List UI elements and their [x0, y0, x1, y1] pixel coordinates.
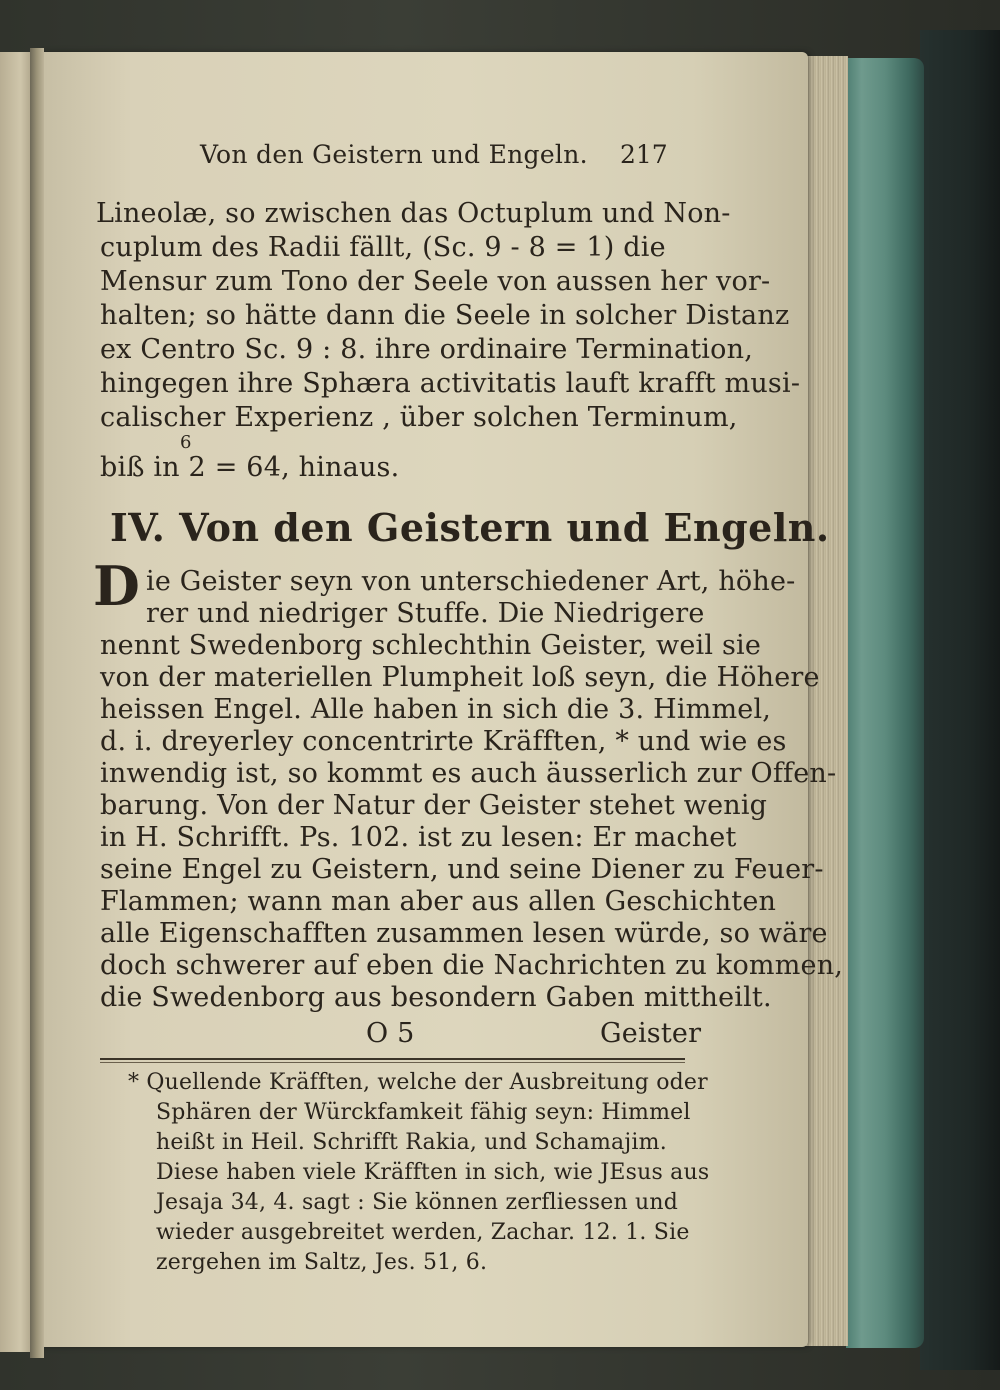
- previous-page: [0, 52, 34, 1352]
- book-gutter: [30, 48, 44, 1358]
- footnote-line-7: zergehen im Saltz, Jes. 51, 6.: [156, 1250, 488, 1275]
- top-line-5: ex Centro Sc. 9 : 8. ihre ordinaire Termination,: [100, 334, 753, 365]
- drop-cap: D: [93, 554, 140, 618]
- section-line-1: ie Geister seyn von unterschiedener Art, höhe-: [146, 566, 796, 597]
- section-line-3: nennt Swedenborg schlechthin Geister, weil sie: [100, 630, 762, 661]
- top-line-2: cuplum des Radii fällt, (Sc. 9 - 8 = 1) die: [100, 232, 666, 263]
- section-line-7: inwendig ist, so kommt es auch äusserlich zur Offen-: [100, 758, 837, 789]
- top-final-line: biß in 2 = 64, hinaus.: [100, 452, 400, 483]
- catchword: Geister: [600, 1018, 702, 1049]
- section-line-2: rer und niedriger Stuffe. Die Niedrigere: [146, 598, 705, 629]
- section-line-9: in H. Schrifft. Ps. 102. ist zu lesen: Er machet: [100, 822, 737, 853]
- section-heading: IV. Von den Geistern und Engeln.: [110, 505, 830, 550]
- section-line-4: von der materiellen Plumpheit loß seyn, die Höhere: [100, 662, 820, 693]
- footnote-rule: [100, 1058, 685, 1060]
- footnote-rule-inner: [100, 1062, 685, 1063]
- section-line-5: heissen Engel. Alle haben in sich die 3. Himmel,: [100, 694, 772, 725]
- section-line-12: alle Eigenschafften zusammen lesen würde, so wäre: [100, 918, 828, 949]
- section-line-14: die Swedenborg aus besondern Gaben mittheilt.: [100, 982, 772, 1013]
- footnote-line-2: Sphären der Würckfamkeit fähig seyn: Himmel: [156, 1100, 691, 1125]
- footnote-line-5: Jesaja 34, 4. sagt : Sie können zerfliessen und: [156, 1190, 679, 1215]
- top-line-4: halten; so hätte dann die Seele in solcher Distanz: [100, 300, 790, 331]
- cover-edge: [846, 58, 924, 1348]
- top-line-7: calischer Experienz , über solchen Terminum,: [100, 402, 738, 433]
- section-line-11: Flammen; wann man aber aus allen Geschichten: [100, 886, 777, 917]
- footnote-line-4: Diese haben viele Kräfften in sich, wie JEsus aus: [156, 1160, 710, 1185]
- page-number: 217: [620, 140, 668, 169]
- top-line-1: Lineolæ, so zwischen das Octuplum und Non-: [96, 198, 731, 229]
- exponent: 6: [180, 432, 192, 453]
- section-line-13: doch schwerer auf eben die Nachrichten zu kommen,: [100, 950, 844, 981]
- book-cover: [920, 30, 1000, 1370]
- running-header: Von den Geistern und Engeln.: [200, 140, 588, 169]
- section-line-8: barung. Von der Natur der Geister stehet wenig: [100, 790, 768, 821]
- section-line-6: d. i. dreyerley concentrirte Kräfften, * und wie es: [100, 726, 787, 757]
- top-line-6: hingegen ihre Sphæra activitatis lauft krafft musi-: [100, 368, 801, 399]
- signature-mark: O 5: [366, 1018, 415, 1049]
- footnote-line-1: * Quellende Kräfften, welche der Ausbreitung oder: [128, 1070, 708, 1095]
- section-line-10: seine Engel zu Geistern, und seine Diener zu Feuer-: [100, 854, 824, 885]
- top-line-3: Mensur zum Tono der Seele von aussen her vor-: [100, 266, 771, 297]
- footnote-line-3: heißt in Heil. Schrifft Rakia, und Schamajim.: [156, 1130, 667, 1155]
- footnote-line-6: wieder ausgebreitet werden, Zachar. 12. 1. Sie: [156, 1220, 690, 1245]
